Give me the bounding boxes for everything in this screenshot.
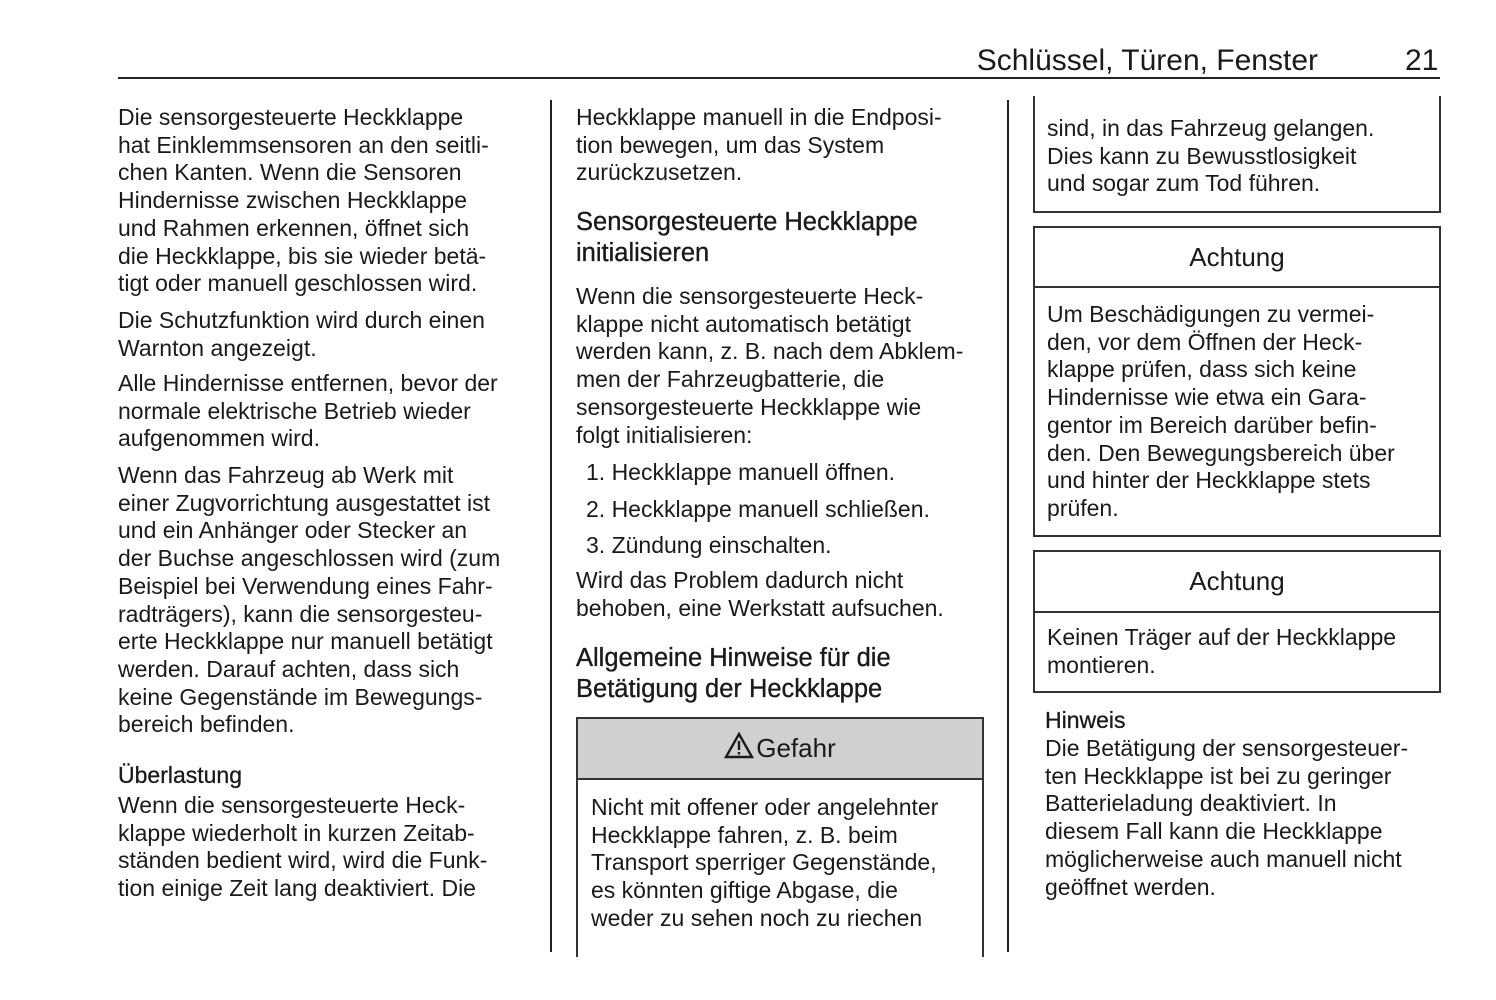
text-line: chen Kanten. Wenn die Sensoren — [118, 159, 462, 186]
text-line: Heckklappe manuell in die Endposi- — [576, 104, 942, 130]
paragraph — [118, 307, 485, 362]
text-line: gentor im Bereich darüber befin- — [1047, 411, 1377, 438]
text-line: Alle Hindernisse entfernen, bevor der — [118, 370, 498, 396]
text-line: Transport sperriger Gegenstände, — [591, 849, 937, 876]
text-line: keine Gegenstände im Bewegungs- — [118, 683, 483, 710]
text-line: klappe nicht automatisch betätigt — [576, 310, 911, 337]
header-rule — [118, 77, 1440, 79]
text-line: und ein Anhänger oder Stecker an — [118, 517, 468, 544]
text-line: den. Den Bewegungsbereich über — [1047, 439, 1395, 466]
caution-box — [1033, 226, 1441, 537]
text-line: geöffnet werden. — [1045, 873, 1216, 900]
text-line: es könnten giftige Abgase, die — [591, 877, 898, 904]
text-line: bereich befinden. — [118, 711, 295, 738]
note-title: Hinweis — [1045, 707, 1126, 733]
caution-box-header — [1035, 228, 1439, 288]
text-line: und sogar zum Tod führen. — [1047, 170, 1321, 197]
danger-box-body — [1047, 115, 1374, 198]
text-line: sind, in das Fahrzeug gelangen. — [1047, 115, 1375, 141]
text-line: sensorgesteuerte Heckklappe wie — [576, 393, 922, 420]
paragraph — [118, 792, 487, 903]
danger-box-header — [578, 719, 982, 780]
text-line: und hinter der Heckklappe stets — [1047, 467, 1371, 494]
caution-box — [1033, 550, 1441, 693]
paragraph — [576, 104, 942, 187]
paragraph — [576, 283, 963, 449]
text-line: normale elektrische Betrieb wieder — [118, 397, 471, 424]
text-line: zurückzusetzen. — [576, 159, 743, 186]
text-line: tigt oder manuell geschlossen wird. — [118, 270, 478, 297]
paragraph — [118, 370, 498, 453]
text-line: die Heckklappe, bis sie wieder betä- — [118, 242, 487, 269]
text-line: einer Zugvorrichtung ausgestattet ist — [118, 489, 491, 516]
text-line: men der Fahrzeugbatterie, die — [576, 366, 885, 393]
text-line: Allgemeine Hinweise für die — [576, 644, 891, 672]
caution-box-body — [1047, 301, 1395, 523]
text-line: 2. Heckklappe manuell schließen. — [586, 495, 930, 522]
section-heading — [576, 207, 918, 268]
text-line: Die Betätigung der sensorgesteuer- — [1045, 735, 1409, 761]
text-line: diesem Fall kann die Heckklappe — [1045, 818, 1383, 845]
text-line: weder zu sehen noch zu riechen — [591, 904, 923, 931]
warning-triangle-icon — [724, 732, 754, 766]
text-line: 1. Heckklappe manuell öffnen. — [586, 459, 895, 485]
text-line: Batterieladung deaktiviert. In — [1045, 790, 1337, 817]
danger-box-title: Gefahr — [756, 733, 836, 763]
text-line: Sensorgesteuerte Heckklappe — [576, 208, 918, 236]
text-line: Die sensorgesteuerte Heckklappe — [118, 104, 464, 130]
page-header-title: Schlüssel, Türen, Fenster — [976, 44, 1318, 77]
text-line: klappe prüfen, dass sich keine — [1047, 356, 1357, 383]
caution-box-title: Achtung — [1189, 566, 1285, 596]
page-number: 21 — [1405, 44, 1439, 77]
text-line: Die Schutzfunktion wird durch einen — [118, 307, 485, 333]
text-line: aufgenommen wird. — [118, 425, 320, 452]
paragraph — [118, 462, 500, 739]
text-line: radträgers), kann die sensorgesteu- — [118, 600, 483, 627]
caution-box-title: Achtung — [1189, 241, 1285, 272]
text-line: initialisieren — [576, 238, 710, 267]
note-body — [1045, 735, 1408, 901]
text-line: Warnton angezeigt. — [118, 334, 317, 361]
text-line: werden. Darauf achten, dass sich — [118, 655, 460, 682]
paragraph — [118, 104, 489, 298]
text-line: Wenn die sensorgesteuerte Heck- — [576, 283, 924, 309]
danger-box-continued — [1033, 96, 1441, 213]
text-line: Hindernisse wie etwa ein Gara- — [1047, 384, 1367, 411]
text-line: tion bewegen, um das System — [576, 131, 885, 158]
text-line: der Buchse angeschlossen wird (zum — [118, 545, 501, 572]
danger-box-body — [591, 794, 938, 933]
caution-box-body — [1047, 624, 1396, 679]
danger-box — [576, 717, 984, 957]
text-line: Nicht mit offener oder angelehnter — [591, 794, 939, 820]
text-line: erte Heckklappe nur manuell betätigt — [118, 628, 493, 655]
paragraph — [576, 567, 944, 622]
text-line: Betätigung der Heckklappe — [576, 674, 883, 703]
text-line: hat Einklemmsensoren an den seitli- — [118, 131, 489, 158]
text-line: 3. Zündung einschalten. — [586, 532, 832, 558]
text-line: montieren. — [1047, 651, 1156, 678]
text-line: klappe wiederholt in kurzen Zeitab- — [118, 819, 475, 846]
text-line: Dies kann zu Bewusstlosigkeit — [1047, 142, 1357, 169]
text-line: und Rahmen erkennen, öffnet sich — [118, 214, 470, 241]
column-divider — [1007, 100, 1009, 952]
text-line: Heckklappe fahren, z. B. beim — [591, 821, 898, 848]
text-line: Wird das Problem dadurch nicht — [576, 567, 904, 593]
text-line: Wenn die sensorgesteuerte Heck- — [118, 792, 466, 818]
text-line: behoben, eine Werkstatt aufsuchen. — [576, 594, 944, 621]
text-line: ten Heckklappe ist bei zu geringer — [1045, 762, 1392, 789]
text-line: prüfen. — [1047, 494, 1119, 521]
text-line: ständen bedient wird, wird die Funk- — [118, 847, 488, 874]
text-line: Beispiel bei Verwendung eines Fahr- — [118, 572, 493, 599]
section-heading — [576, 643, 891, 704]
text-line: folgt initialisieren: — [576, 421, 753, 448]
text-line: Hindernisse zwischen Heckklappe — [118, 187, 467, 214]
column-divider — [550, 100, 552, 952]
caution-box-header — [1035, 552, 1439, 613]
text-line: tion einige Zeit lang deaktiviert. Die — [118, 875, 476, 902]
subheading-overload: Überlastung — [118, 762, 243, 788]
text-line: Wenn das Fahrzeug ab Werk mit — [118, 462, 454, 488]
numbered-list — [586, 454, 930, 564]
text-line: werden kann, z. B. nach dem Abklem- — [576, 338, 964, 365]
text-line: Um Beschädigungen zu vermei- — [1047, 301, 1375, 327]
text-line: den, vor dem Öffnen der Heck- — [1047, 328, 1363, 355]
text-line: Keinen Träger auf der Heckklappe — [1047, 624, 1397, 650]
text-line: möglicherweise auch manuell nicht — [1045, 845, 1402, 872]
